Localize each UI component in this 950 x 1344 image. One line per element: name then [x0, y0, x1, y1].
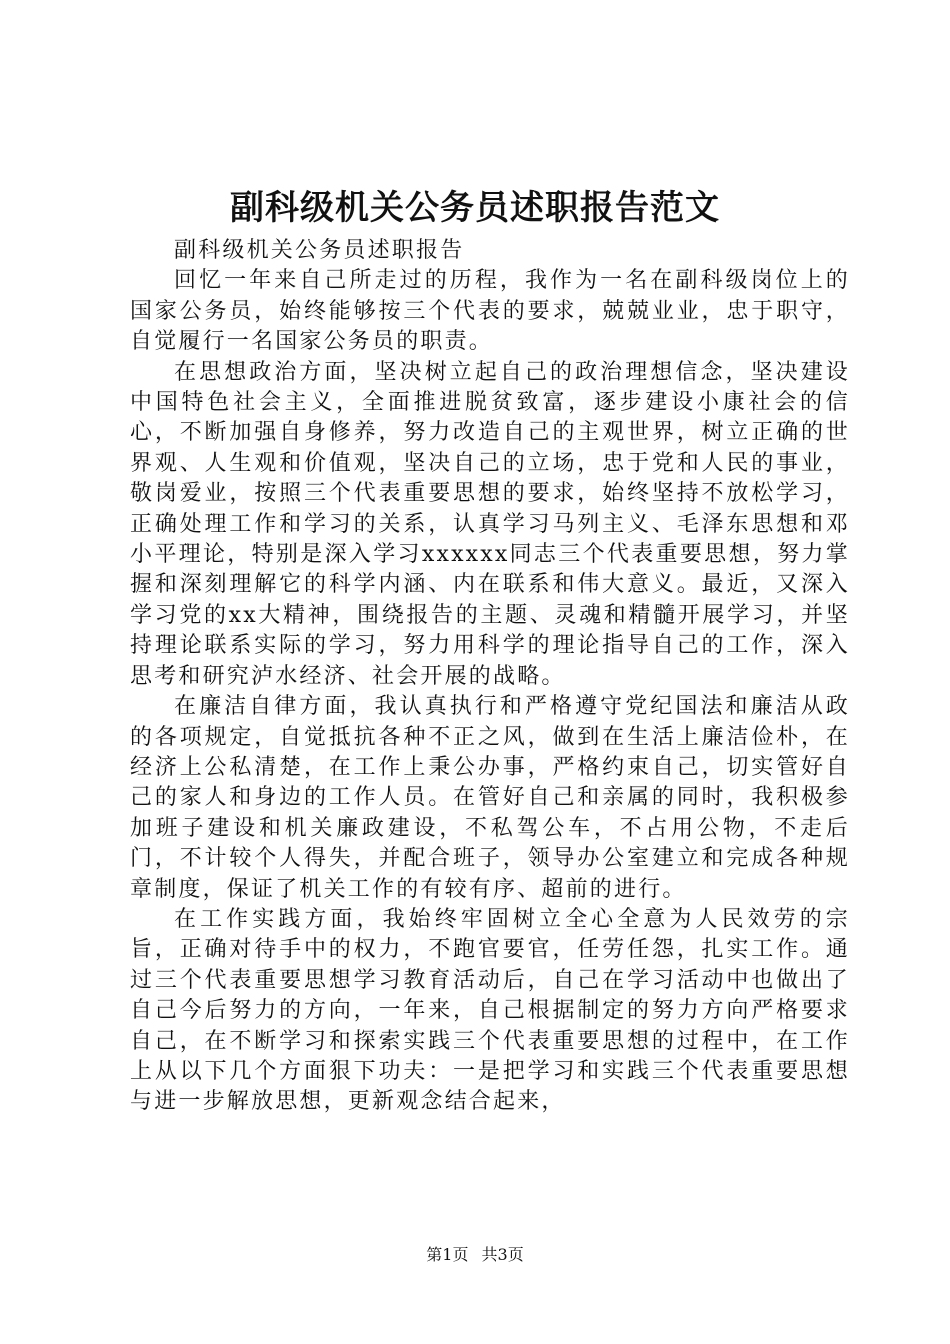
paragraph-intro: 回忆一年来自己所走过的历程，我作为一名在副科级岗位上的国家公务员，始终能够按三个代表的要求，兢兢业业，忠于职守，自觉履行一名国家公务员的职责。	[130, 268, 850, 355]
page-total: 共3页	[481, 1245, 524, 1264]
paragraph-work-practice: 在工作实践方面，我始终牢固树立全心全意为人民效劳的宗旨，正确对待手中的权力，不跑官要官，任劳任怨，扎实工作。通过三个代表重要思想学习教育活动后，自己在学习活动中也做出了自己今后努力的方向，一年来，自己根据制定的努力方向严格要求自己，在不断学习和探索实践三个代表重要思想的过程中，在工作上从以下几个方面狠下功夫：一是把学习和实践三个代表重要思想与进一步解放思想，更新观念结合起来，	[130, 906, 850, 1115]
document-body	[130, 236, 850, 1118]
paragraph-subtitle: 副科级机关公务员述职报告	[174, 238, 465, 263]
paragraph-integrity: 在廉洁自律方面，我认真执行和严格遵守党纪国法和廉洁从政的各项规定，自觉抵抗各种不正之风，做到在生活上廉洁俭朴，在经济上公私清楚，在工作上秉公办事，严格约束自己，切实管好自己的家人和身边的工作人员。在管好自己和亲属的同时，我积极参加班子建设和机关廉政建设，不私驾公车，不占用公物，不走后门，不计较个人得失，并配合班子，领导办公室建立和完成各种规章制度，保证了机关工作的有较有序、超前的进行。	[130, 694, 850, 902]
paragraph-political: 在思想政治方面，坚决树立起自己的政治理想信念，坚决建设中国特色社会主义，全面推进脱贫致富，逐步建设小康社会的信心，不断加强自身修养，努力改造自己的主观世界，树立正确的世界观、人生观和价值观，坚决自己的立场，忠于党和人民的事业，敬岗爱业，按照三个代表重要思想的要求，始终坚持不放松学习，正确处理工作和学习的关系，认真学习马列主义、毛泽东思想和邓小平理论，特别是深入学习xxxxxx同志三个代表重要思想，努力掌握和深刻理解它的科学内涵、内在联系和伟大意义。最近，又深入学习党的xx大精神，围绕报告的主题、灵魂和精髓开展学习，并坚持理论联系实际的学习，努力用科学的理论指导自己的工作，深入思考和研究泸水经济、社会开展的战略。	[130, 359, 850, 689]
page-number: 第1页	[426, 1245, 469, 1264]
page-footer	[0, 1244, 950, 1266]
document-title: 副科级机关公务员述职报告范文	[230, 188, 720, 228]
